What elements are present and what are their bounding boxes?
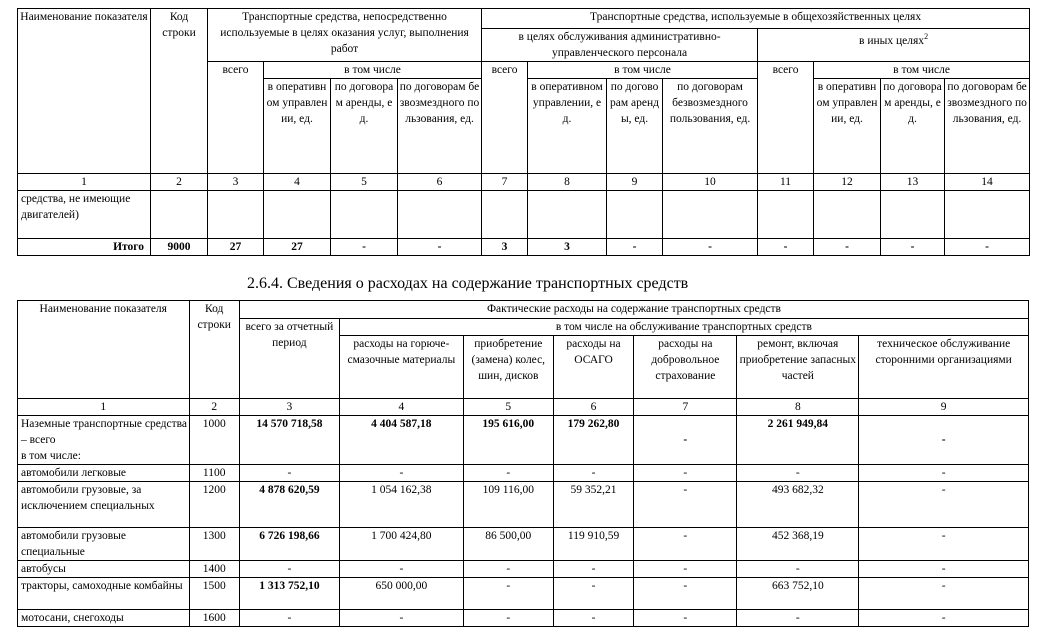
column-number: 4 bbox=[264, 174, 331, 191]
voluntary-insurance-value: - bbox=[634, 610, 737, 627]
vehicle-expenses-table bbox=[17, 300, 1029, 627]
repair-value: 663 752,10 bbox=[737, 578, 859, 610]
header-operational: в оперативном управлении, ед. bbox=[264, 79, 331, 174]
repair-value: 452 368,19 bbox=[737, 528, 859, 561]
column-number: 6 bbox=[398, 174, 482, 191]
total-value: - bbox=[239, 465, 339, 482]
header-osago: расходы на ОСАГО bbox=[553, 336, 634, 399]
osago-value: - bbox=[553, 578, 634, 610]
fuel-value: - bbox=[339, 610, 463, 627]
voluntary-insurance-value: - bbox=[634, 482, 737, 528]
fuel-value: 4 404 587,18 bbox=[339, 416, 463, 465]
row-code: 1500 bbox=[189, 578, 239, 610]
column-number: 6 bbox=[553, 399, 634, 416]
total-value: 4 878 620,59 bbox=[239, 482, 339, 528]
total-row bbox=[18, 239, 1030, 256]
column-number: 7 bbox=[634, 399, 737, 416]
column-number: 5 bbox=[331, 174, 398, 191]
header-operational: в оперативном управлении, ед. bbox=[528, 79, 607, 174]
fuel-value: 1 054 162,38 bbox=[339, 482, 463, 528]
fuel-value: 650 000,00 bbox=[339, 578, 463, 610]
total-label: Итого bbox=[18, 239, 151, 256]
fuel-value: 1 700 424,80 bbox=[339, 528, 463, 561]
repair-value: - bbox=[737, 610, 859, 627]
row-code: 1100 bbox=[189, 465, 239, 482]
service-value: - bbox=[859, 610, 1029, 627]
total-value: - bbox=[239, 561, 339, 578]
row-label: автомобили грузовые, за исключением специальных bbox=[18, 482, 190, 528]
header-including: в том числе bbox=[264, 62, 482, 79]
header-total: всего bbox=[482, 62, 528, 174]
header-free-use: по договорам безвозмездного пользования, ед. bbox=[663, 79, 758, 174]
table-row bbox=[18, 416, 1029, 465]
header-direct-use: Транспортные средства, непосредственно используемые в целях оказания услуг, выполнения работ bbox=[208, 9, 482, 62]
header-lease: по договорам аренды, ед. bbox=[331, 79, 398, 174]
header-admin-use: в целях обслуживания административно-управленческого персонала bbox=[482, 29, 758, 62]
column-number: 8 bbox=[737, 399, 859, 416]
voluntary-insurance-value: - bbox=[634, 416, 737, 465]
total-value: 14 570 718,58 bbox=[239, 416, 339, 465]
total-value: - bbox=[331, 239, 398, 256]
service-value: - bbox=[859, 578, 1029, 610]
column-number: 2 bbox=[189, 399, 239, 416]
table-row bbox=[18, 191, 1030, 239]
tires-value: 195 616,00 bbox=[463, 416, 553, 465]
osago-value: 179 262,80 bbox=[553, 416, 634, 465]
section-title: 2.6.4. Сведения о расходах на содержание транспортных средств bbox=[247, 275, 689, 292]
column-number: 12 bbox=[814, 174, 881, 191]
header-general-use: Транспортные средства, используемые в общехозяйственных целях bbox=[482, 9, 1030, 29]
column-number: 3 bbox=[208, 174, 264, 191]
table-row bbox=[18, 578, 1029, 610]
header-total: всего bbox=[758, 62, 814, 174]
voluntary-insurance-value: - bbox=[634, 528, 737, 561]
tires-value: 86 500,00 bbox=[463, 528, 553, 561]
header-including: в том числе bbox=[814, 62, 1030, 79]
column-number: 1 bbox=[18, 174, 151, 191]
tires-value: - bbox=[463, 578, 553, 610]
row-code: 1200 bbox=[189, 482, 239, 528]
column-number: 14 bbox=[945, 174, 1030, 191]
repair-value: - bbox=[737, 465, 859, 482]
total-value: - bbox=[814, 239, 881, 256]
header-actual-expenses: Фактические расходы на содержание транспортных средств bbox=[239, 301, 1028, 319]
header-total-period: всего за отчетный период bbox=[239, 319, 339, 399]
header-row-code: Код строки bbox=[189, 301, 239, 399]
total-value: 6 726 198,66 bbox=[239, 528, 339, 561]
column-number: 5 bbox=[463, 399, 553, 416]
total-value: 3 bbox=[482, 239, 528, 256]
total-value: 27 bbox=[264, 239, 331, 256]
row-label: автобусы bbox=[18, 561, 190, 578]
osago-value: 59 352,21 bbox=[553, 482, 634, 528]
column-number: 9 bbox=[607, 174, 663, 191]
column-number-row bbox=[18, 399, 1029, 416]
osago-value: - bbox=[553, 610, 634, 627]
table-row bbox=[18, 610, 1029, 627]
tires-value: - bbox=[463, 610, 553, 627]
header-tires: приобретение (замена) колес, шин, дисков bbox=[463, 336, 553, 399]
header-repair: ремонт, включая приобретение запасных частей bbox=[737, 336, 859, 399]
repair-value: 493 682,32 bbox=[737, 482, 859, 528]
table-row bbox=[18, 528, 1029, 561]
header-other-use: в иных целях$^2$ bbox=[758, 29, 1030, 62]
total-value: - bbox=[881, 239, 945, 256]
service-value: - bbox=[859, 528, 1029, 561]
column-number: 2 bbox=[151, 174, 208, 191]
column-number: 1 bbox=[18, 399, 190, 416]
row-code: 1300 bbox=[189, 528, 239, 561]
osago-value: - bbox=[553, 561, 634, 578]
row-label: мотосани, снегоходы bbox=[18, 610, 190, 627]
table-row bbox=[18, 561, 1029, 578]
tires-value: - bbox=[463, 465, 553, 482]
row-code: 1000 bbox=[189, 416, 239, 465]
header-lease: по договорам аренды, ед. bbox=[607, 79, 663, 174]
total-value: 27 bbox=[208, 239, 264, 256]
repair-value: 2 261 949,84 bbox=[737, 416, 859, 465]
header-service: техническое обслуживание сторонними организациями bbox=[859, 336, 1029, 399]
column-number: 11 bbox=[758, 174, 814, 191]
header-free-use: по договорам безвозмездного пользования, ед. bbox=[398, 79, 482, 174]
header-fuel: расходы на горюче-смазочные материалы bbox=[339, 336, 463, 399]
row-label: автомобили грузовые специальные bbox=[18, 528, 190, 561]
osago-value: - bbox=[553, 465, 634, 482]
service-value: - bbox=[859, 416, 1029, 465]
header-including-service: в том числе на обслуживание транспортных средств bbox=[339, 319, 1028, 336]
total-value: 1 313 752,10 bbox=[239, 578, 339, 610]
header-operational: в оперативном управлении, ед. bbox=[814, 79, 881, 174]
voluntary-insurance-value: - bbox=[634, 578, 737, 610]
row-label: автомобили легковые bbox=[18, 465, 190, 482]
repair-value: - bbox=[737, 561, 859, 578]
column-number-row bbox=[18, 174, 1030, 191]
header-indicator-name: Наименование показателя bbox=[18, 301, 190, 399]
header-free-use: по договорам безвозмездного пользования, ед. bbox=[945, 79, 1030, 174]
column-number: 3 bbox=[239, 399, 339, 416]
tires-value: - bbox=[463, 561, 553, 578]
total-value: - bbox=[607, 239, 663, 256]
column-number: 7 bbox=[482, 174, 528, 191]
vehicles-count-table bbox=[17, 8, 1030, 256]
column-number: 10 bbox=[663, 174, 758, 191]
voluntary-insurance-value: - bbox=[634, 465, 737, 482]
header-voluntary-insurance: расходы на добровольное страхование bbox=[634, 336, 737, 399]
fuel-value: - bbox=[339, 465, 463, 482]
header-indicator-name: Наименование показателя bbox=[18, 9, 151, 174]
table-row bbox=[18, 465, 1029, 482]
table-row bbox=[18, 482, 1029, 528]
voluntary-insurance-value: - bbox=[634, 561, 737, 578]
header-including: в том числе bbox=[528, 62, 758, 79]
column-number: 9 bbox=[859, 399, 1029, 416]
service-value: - bbox=[859, 465, 1029, 482]
total-value: - bbox=[239, 610, 339, 627]
column-number: 13 bbox=[881, 174, 945, 191]
header-row-code: Код строки bbox=[151, 9, 208, 174]
header-lease: по договорам аренды, ед. bbox=[881, 79, 945, 174]
row-label: Наземные транспортные средства – всего в том числе: bbox=[18, 416, 190, 465]
total-value: 3 bbox=[528, 239, 607, 256]
column-number: 4 bbox=[339, 399, 463, 416]
total-value: - bbox=[398, 239, 482, 256]
column-number: 8 bbox=[528, 174, 607, 191]
total-value: - bbox=[945, 239, 1030, 256]
total-value: - bbox=[758, 239, 814, 256]
row-code: 1600 bbox=[189, 610, 239, 627]
row-label: средства, не имеющие двигателей) bbox=[18, 191, 151, 239]
header-total: всего bbox=[208, 62, 264, 174]
row-code: 1400 bbox=[189, 561, 239, 578]
service-value: - bbox=[859, 482, 1029, 528]
total-value: - bbox=[663, 239, 758, 256]
osago-value: 119 910,59 bbox=[553, 528, 634, 561]
row-label: тракторы, самоходные комбайны bbox=[18, 578, 190, 610]
fuel-value: - bbox=[339, 561, 463, 578]
service-value: - bbox=[859, 561, 1029, 578]
total-code: 9000 bbox=[151, 239, 208, 256]
tires-value: 109 116,00 bbox=[463, 482, 553, 528]
